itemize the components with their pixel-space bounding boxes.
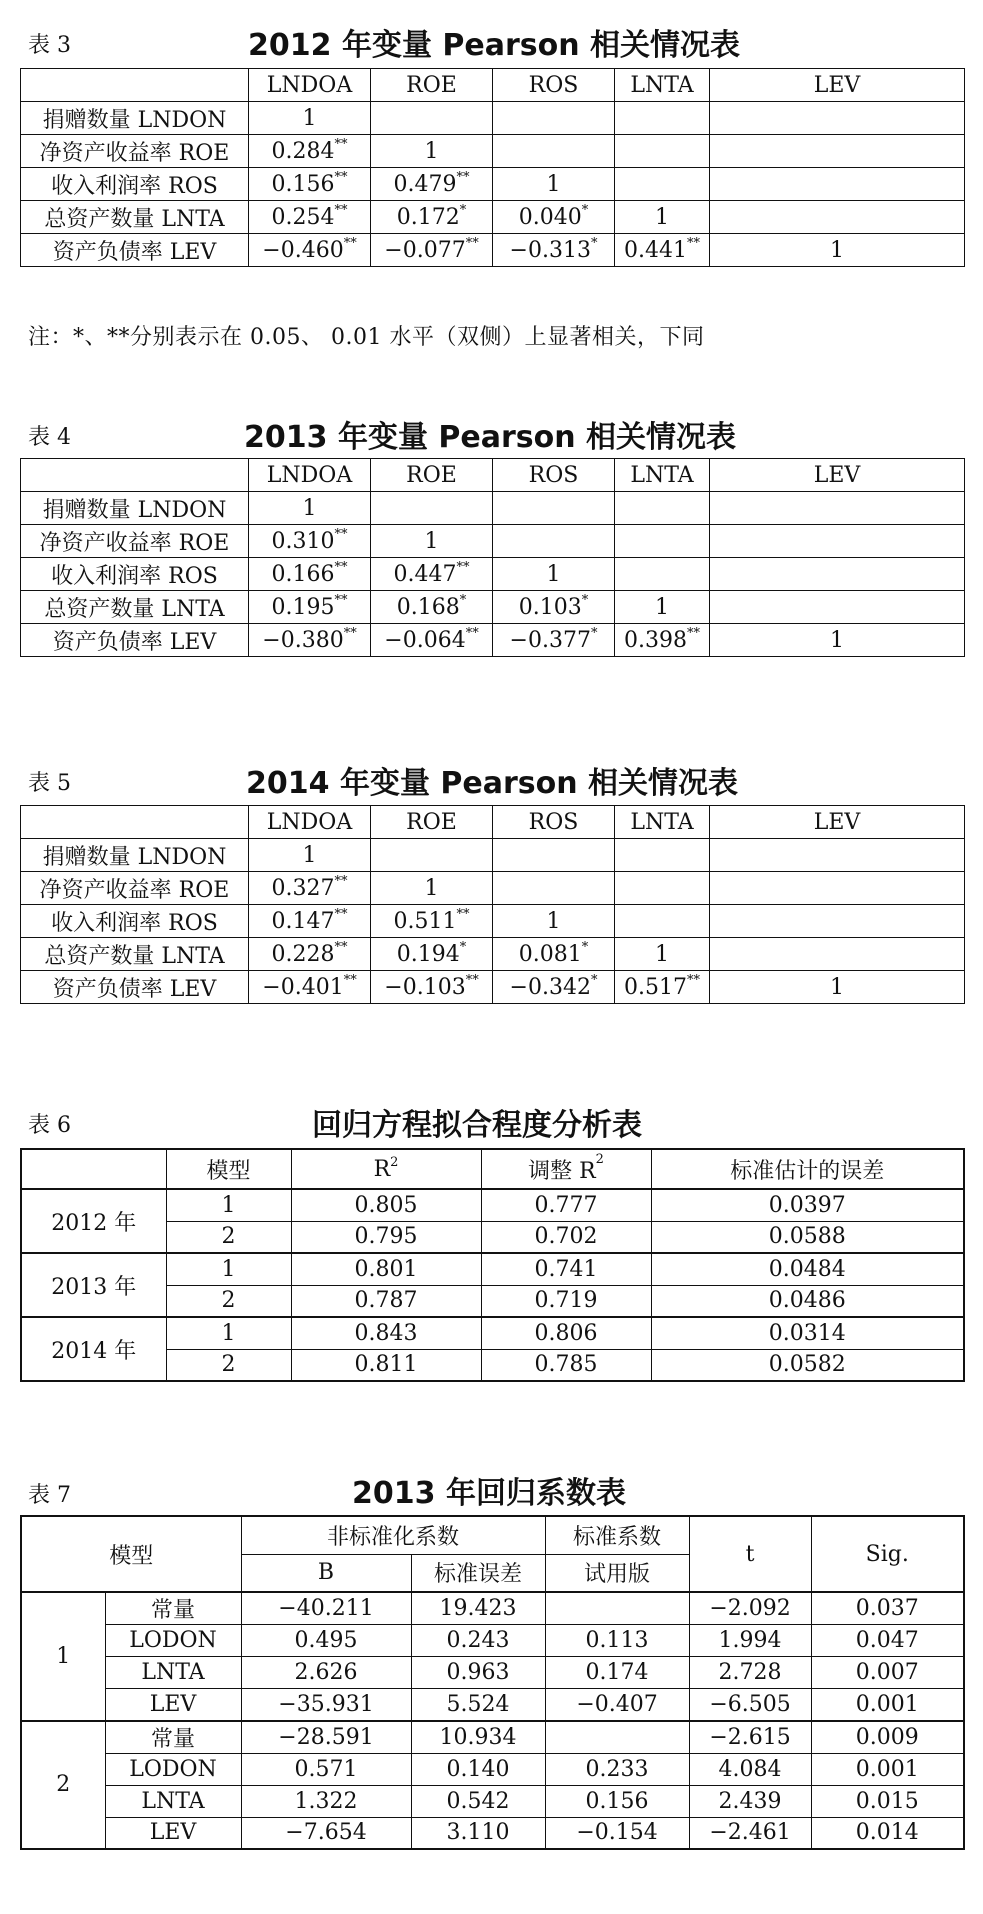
table5-label: 表 5 [28, 771, 71, 796]
pearson-cell: 0.103* [493, 591, 615, 624]
table6-label: 表 6 [28, 1113, 71, 1138]
pearson-cell: −0.313* [493, 234, 615, 267]
pearson-header-corner [21, 806, 249, 839]
pearson-cell [371, 839, 493, 872]
coef-var-cell: LEV [105, 1817, 241, 1849]
table-row [21, 558, 965, 591]
pearson-cell: −0.103** [371, 971, 493, 1004]
pearson-cell: 0.081* [493, 938, 615, 971]
pearson-cell [710, 168, 965, 201]
coef-sig-cell: 0.014 [811, 1817, 964, 1849]
pearson-cell: 1 [615, 938, 710, 971]
pearson-cell [493, 102, 615, 135]
coef-b-cell: 0.571 [241, 1753, 411, 1785]
pearson-cell [371, 102, 493, 135]
coef-t-cell: −2.461 [689, 1817, 811, 1849]
pearson-cell [493, 839, 615, 872]
table-row [21, 1189, 964, 1221]
coef-se-cell: 19.423 [411, 1592, 545, 1625]
pearson-cell: 1 [615, 201, 710, 234]
table-row [21, 492, 965, 525]
coef-var-cell: 常量 [105, 1592, 241, 1625]
pearson-column-header: ROE [371, 459, 493, 492]
coef-se-cell: 0.542 [411, 1785, 545, 1817]
coef-var-cell: LODON [105, 1753, 241, 1785]
table-row [21, 525, 965, 558]
coef-beta-cell: −0.154 [545, 1817, 689, 1849]
table7-coefficients [20, 1515, 965, 1850]
coef-se-cell: 0.243 [411, 1625, 545, 1657]
fit-year-cell: 2013 年 [21, 1253, 166, 1317]
table-row [21, 1753, 964, 1785]
pearson-row-label: 资产负债率 LEV [21, 234, 249, 267]
pearson-cell: 1 [710, 624, 965, 657]
coef-sig-cell: 0.001 [811, 1689, 964, 1721]
coef-b-cell: −40.211 [241, 1592, 411, 1625]
fit-adj-r2-cell: 0.719 [481, 1285, 651, 1317]
pearson-cell: 0.479** [371, 168, 493, 201]
pearson-cell: 1 [249, 102, 371, 135]
pearson-cell: 1 [371, 872, 493, 905]
table4-label: 表 4 [28, 425, 71, 450]
pearson-cell: 1 [371, 135, 493, 168]
pearson-cell [615, 525, 710, 558]
pearson-cell [710, 591, 965, 624]
coef-beta-cell: 0.156 [545, 1785, 689, 1817]
coef-sig-cell: 0.009 [811, 1721, 964, 1754]
table-row [21, 1721, 964, 1754]
coef-header-sig: Sig. [811, 1516, 964, 1592]
fit-year-cell: 2012 年 [21, 1189, 166, 1253]
pearson-column-header: LEV [710, 459, 965, 492]
pearson-cell: −0.380** [249, 624, 371, 657]
table3-label: 表 3 [28, 33, 71, 58]
pearson-cell: 0.194* [371, 938, 493, 971]
pearson-cell [710, 102, 965, 135]
pearson-cell: 0.147** [249, 905, 371, 938]
pearson-cell [615, 102, 710, 135]
pearson-cell [710, 525, 965, 558]
coef-var-cell: LNTA [105, 1657, 241, 1689]
coef-se-cell: 3.110 [411, 1817, 545, 1849]
fit-header-adj-r2: 调整 $R^2$ [481, 1149, 651, 1189]
coef-se-cell: 0.963 [411, 1657, 545, 1689]
fit-adj-r2-cell: 0.785 [481, 1349, 651, 1381]
coef-header-b: B [241, 1554, 411, 1592]
pearson-cell [615, 839, 710, 872]
table-row [21, 135, 965, 168]
fit-model-cell: 1 [166, 1317, 291, 1349]
pearson-cell: 0.166** [249, 558, 371, 591]
pearson-row-label: 资产负债率 LEV [21, 971, 249, 1004]
fit-adj-r2-cell: 0.702 [481, 1221, 651, 1253]
coef-var-cell: 常量 [105, 1721, 241, 1754]
coef-t-cell: 4.084 [689, 1753, 811, 1785]
fit-r2-cell: 0.801 [291, 1253, 481, 1285]
table6-model-fit [20, 1148, 965, 1382]
table-row [21, 1253, 964, 1285]
coef-header-std: 标准系数 [545, 1516, 689, 1554]
pearson-cell: 0.441** [615, 234, 710, 267]
pearson-column-header: LNDOA [249, 459, 371, 492]
table6-title: 回归方程拟合程度分析表 [312, 1108, 642, 1143]
table-row [21, 234, 965, 267]
pearson-cell [615, 558, 710, 591]
coef-header-model: 模型 [21, 1516, 241, 1592]
table3-title: 2012 年变量 Pearson 相关情况表 [248, 28, 741, 63]
pearson-row-label: 收入利润率 ROS [21, 168, 249, 201]
coef-var-cell: LODON [105, 1625, 241, 1657]
coef-b-cell: 0.495 [241, 1625, 411, 1657]
coef-sig-cell: 0.007 [811, 1657, 964, 1689]
pearson-column-header: LNTA [615, 69, 710, 102]
fit-model-cell: 2 [166, 1285, 291, 1317]
pearson-row-label: 净资产收益率 ROE [21, 872, 249, 905]
coef-beta-cell: 0.174 [545, 1657, 689, 1689]
pearson-cell: 1 [710, 234, 965, 267]
pearson-cell: −0.377* [493, 624, 615, 657]
pearson-cell: 0.168* [371, 591, 493, 624]
table-row [21, 201, 965, 234]
pearson-cell: 0.228** [249, 938, 371, 971]
pearson-cell [710, 938, 965, 971]
fit-r2-cell: 0.805 [291, 1189, 481, 1221]
coef-sig-cell: 0.015 [811, 1785, 964, 1817]
table-row [21, 624, 965, 657]
pearson-row-label: 捐赠数量 LNDON [21, 492, 249, 525]
pearson-cell [710, 872, 965, 905]
pearson-column-header: ROS [493, 69, 615, 102]
coef-model-id: 2 [21, 1721, 105, 1850]
coef-b-cell: −35.931 [241, 1689, 411, 1721]
pearson-cell: 1 [493, 168, 615, 201]
table-row [21, 1317, 964, 1349]
fit-header-model: 模型 [166, 1149, 291, 1189]
coef-beta-cell [545, 1721, 689, 1754]
coef-t-cell: 1.994 [689, 1625, 811, 1657]
pearson-cell [710, 905, 965, 938]
pearson-column-header: LNTA [615, 459, 710, 492]
fit-se-cell: 0.0314 [651, 1317, 964, 1349]
coef-se-cell: 5.524 [411, 1689, 545, 1721]
pearson-cell [371, 492, 493, 525]
fit-se-cell: 0.0486 [651, 1285, 964, 1317]
table7-label: 表 7 [28, 1483, 71, 1508]
coef-sig-cell: 0.047 [811, 1625, 964, 1657]
table-row [21, 102, 965, 135]
coef-beta-cell [545, 1592, 689, 1625]
pearson-row-label: 总资产数量 LNTA [21, 938, 249, 971]
pearson-row-label: 收入利润率 ROS [21, 905, 249, 938]
table-row [21, 905, 965, 938]
pearson-column-header: ROS [493, 806, 615, 839]
pearson-column-header: LNDOA [249, 69, 371, 102]
pearson-column-header: ROS [493, 459, 615, 492]
pearson-cell [710, 558, 965, 591]
coef-header-se: 标准误差 [411, 1554, 545, 1592]
pearson-row-label: 捐赠数量 LNDON [21, 102, 249, 135]
pearson-cell: 0.195** [249, 591, 371, 624]
pearson-cell: −0.401** [249, 971, 371, 1004]
pearson-cell: 1 [710, 971, 965, 1004]
fit-r2-cell: 0.795 [291, 1221, 481, 1253]
table5-pearson [20, 805, 965, 1004]
pearson-row-label: 总资产数量 LNTA [21, 201, 249, 234]
coef-t-cell: 2.728 [689, 1657, 811, 1689]
table-row [21, 1625, 964, 1657]
pearson-cell: 1 [249, 492, 371, 525]
pearson-cell [493, 525, 615, 558]
fit-model-cell: 2 [166, 1221, 291, 1253]
pearson-cell [615, 492, 710, 525]
pearson-row-label: 净资产收益率 ROE [21, 525, 249, 558]
coef-model-id: 1 [21, 1592, 105, 1721]
fit-adj-r2-cell: 0.806 [481, 1317, 651, 1349]
pearson-cell: 1 [249, 839, 371, 872]
fit-r2-cell: 0.843 [291, 1317, 481, 1349]
pearson-cell: 1 [493, 558, 615, 591]
table-row [21, 1785, 964, 1817]
pearson-cell: 1 [371, 525, 493, 558]
pearson-cell [710, 839, 965, 872]
pearson-row-label: 收入利润率 ROS [21, 558, 249, 591]
coef-beta-cell: 0.113 [545, 1625, 689, 1657]
pearson-cell: 0.172* [371, 201, 493, 234]
fit-header-se: 标准估计的误差 [651, 1149, 964, 1189]
coef-beta-cell: 0.233 [545, 1753, 689, 1785]
coef-var-cell: LEV [105, 1689, 241, 1721]
pearson-cell [493, 492, 615, 525]
coef-se-cell: 0.140 [411, 1753, 545, 1785]
table-row [21, 971, 965, 1004]
table-row [21, 1817, 964, 1849]
fit-r2-cell: 0.787 [291, 1285, 481, 1317]
pearson-cell: −0.077** [371, 234, 493, 267]
table7-title: 2013 年回归系数表 [352, 1476, 626, 1511]
pearson-column-header: LNDOA [249, 806, 371, 839]
coef-b-cell: 1.322 [241, 1785, 411, 1817]
pearson-cell: 1 [493, 905, 615, 938]
coef-t-cell: 2.439 [689, 1785, 811, 1817]
pearson-cell [710, 135, 965, 168]
fit-se-cell: 0.0484 [651, 1253, 964, 1285]
pearson-cell: 0.156** [249, 168, 371, 201]
coef-header-t: t [689, 1516, 811, 1592]
pearson-header-corner [21, 69, 249, 102]
fit-se-cell: 0.0588 [651, 1221, 964, 1253]
pearson-cell: 0.447** [371, 558, 493, 591]
pearson-column-header: LEV [710, 69, 965, 102]
coef-beta-cell: −0.407 [545, 1689, 689, 1721]
table-row [21, 839, 965, 872]
table4-pearson [20, 458, 965, 657]
table4-title: 2013 年变量 Pearson 相关情况表 [244, 420, 737, 455]
coef-b-cell: −28.591 [241, 1721, 411, 1754]
fit-header-r2: $R^2$ [291, 1149, 481, 1189]
table-row [21, 1689, 964, 1721]
fit-se-cell: 0.0582 [651, 1349, 964, 1381]
coef-var-cell: LNTA [105, 1785, 241, 1817]
fit-model-cell: 1 [166, 1253, 291, 1285]
pearson-row-label: 捐赠数量 LNDON [21, 839, 249, 872]
fit-year-cell: 2014 年 [21, 1317, 166, 1381]
coef-header-trial: 试用版 [545, 1554, 689, 1592]
pearson-cell: 0.284** [249, 135, 371, 168]
fit-r2-cell: 0.811 [291, 1349, 481, 1381]
fit-model-cell: 2 [166, 1349, 291, 1381]
pearson-cell: 0.040* [493, 201, 615, 234]
pearson-column-header: ROE [371, 806, 493, 839]
pearson-cell: 0.254** [249, 201, 371, 234]
table5-title: 2014 年变量 Pearson 相关情况表 [246, 766, 739, 801]
table3-note: 注：*、**分别表示在 0.05、 0.01 水平（双侧）上显著相关，下同 [28, 325, 705, 350]
pearson-cell [615, 168, 710, 201]
pearson-cell [710, 201, 965, 234]
coef-b-cell: −7.654 [241, 1817, 411, 1849]
table-row [21, 872, 965, 905]
pearson-cell: 0.517** [615, 971, 710, 1004]
pearson-cell [615, 872, 710, 905]
pearson-column-header: LNTA [615, 806, 710, 839]
pearson-cell: 0.327** [249, 872, 371, 905]
table-row [21, 168, 965, 201]
fit-adj-r2-cell: 0.741 [481, 1253, 651, 1285]
pearson-cell: 0.310** [249, 525, 371, 558]
pearson-cell: −0.342* [493, 971, 615, 1004]
fit-header-blank [21, 1149, 166, 1189]
pearson-cell [493, 872, 615, 905]
pearson-cell: −0.064** [371, 624, 493, 657]
coef-sig-cell: 0.001 [811, 1753, 964, 1785]
pearson-row-label: 总资产数量 LNTA [21, 591, 249, 624]
pearson-cell: 1 [615, 591, 710, 624]
pearson-cell: 0.511** [371, 905, 493, 938]
pearson-column-header: LEV [710, 806, 965, 839]
coef-t-cell: −2.092 [689, 1592, 811, 1625]
pearson-cell [710, 492, 965, 525]
table-row [21, 938, 965, 971]
coef-t-cell: −2.615 [689, 1721, 811, 1754]
table-row [21, 591, 965, 624]
pearson-row-label: 净资产收益率 ROE [21, 135, 249, 168]
pearson-cell [615, 905, 710, 938]
table-row [21, 1657, 964, 1689]
table3-pearson [20, 68, 965, 267]
coef-header-unstd: 非标准化系数 [241, 1516, 545, 1554]
pearson-cell [615, 135, 710, 168]
coef-b-cell: 2.626 [241, 1657, 411, 1689]
coef-sig-cell: 0.037 [811, 1592, 964, 1625]
pearson-cell: 0.398** [615, 624, 710, 657]
fit-se-cell: 0.0397 [651, 1189, 964, 1221]
coef-t-cell: −6.505 [689, 1689, 811, 1721]
fit-adj-r2-cell: 0.777 [481, 1189, 651, 1221]
coef-se-cell: 10.934 [411, 1721, 545, 1754]
pearson-row-label: 资产负债率 LEV [21, 624, 249, 657]
table-row [21, 1592, 964, 1625]
pearson-cell: −0.460** [249, 234, 371, 267]
pearson-cell [493, 135, 615, 168]
pearson-header-corner [21, 459, 249, 492]
pearson-column-header: ROE [371, 69, 493, 102]
fit-model-cell: 1 [166, 1189, 291, 1221]
